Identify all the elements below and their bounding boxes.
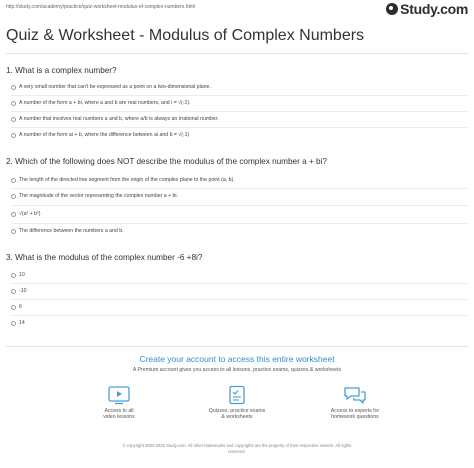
experts-icon xyxy=(343,385,367,405)
page-url: http://study.com/academy/practice/quiz-worksheet-modulus-of-complex-numbers.html xyxy=(6,4,196,10)
radio-button[interactable] xyxy=(11,212,16,217)
radio-button[interactable] xyxy=(11,289,16,294)
feature-line: video lessons xyxy=(103,414,135,421)
answer-option[interactable] xyxy=(11,96,468,110)
answer-option[interactable] xyxy=(11,268,468,282)
option-text: 6 xyxy=(19,304,22,310)
video-icon xyxy=(107,385,131,405)
question-3: 3. What is the modulus of the complex number -6 +8i? xyxy=(6,253,203,262)
feature-line: Quizzes, practice exams xyxy=(208,408,266,414)
feature-line: & worksheets xyxy=(221,414,253,421)
answer-option[interactable] xyxy=(11,80,468,94)
option-divider xyxy=(11,205,468,206)
radio-button[interactable] xyxy=(11,305,16,310)
logo-text: Study.com xyxy=(400,1,468,17)
answer-option[interactable] xyxy=(11,224,468,238)
radio-button[interactable] xyxy=(11,117,16,122)
option-text: 14 xyxy=(19,320,25,326)
question-1: 1. What is a complex number? xyxy=(6,66,117,75)
radio-button[interactable] xyxy=(11,178,16,183)
radio-button[interactable] xyxy=(11,229,16,234)
option-text: The difference between the numbers a and b. xyxy=(19,228,124,234)
premium-description: A Premium account gives you access to all lessons, practice exams, quizzes & worksheets xyxy=(132,367,342,373)
answer-option[interactable] xyxy=(11,300,468,314)
radio-button[interactable] xyxy=(11,85,16,90)
create-account-link[interactable]: Create your account to access this entire worksheet xyxy=(139,354,335,364)
option-text: A number that involves real numbers a and b, where a/b is always an irrational number. xyxy=(19,116,219,122)
quiz-icon xyxy=(225,385,249,405)
answer-option[interactable] xyxy=(11,316,468,330)
footer-line: reserved. xyxy=(228,448,246,454)
option-text: A number of the form ai + b, where the difference between ai and b = √(-1) xyxy=(19,132,190,138)
logo-mark-icon xyxy=(386,3,398,15)
radio-button[interactable] xyxy=(11,321,16,326)
radio-button[interactable] xyxy=(11,133,16,138)
option-text: √(a² + b²) xyxy=(19,211,41,217)
option-text: 10 xyxy=(19,272,25,278)
copyright-footer xyxy=(0,443,474,454)
cta-divider xyxy=(6,346,468,347)
option-text: The length of the directed line segment from the origin of the complex plane to the point (a, b). xyxy=(19,177,235,183)
option-text: -10 xyxy=(19,288,27,294)
feature-video-lessons xyxy=(79,385,159,421)
answer-option[interactable] xyxy=(11,112,468,126)
study-logo[interactable] xyxy=(386,1,468,17)
radio-button[interactable] xyxy=(11,101,16,106)
feature-line: Access to all xyxy=(104,408,134,414)
option-text: The magnitude of the vector representing the complex number a + bi. xyxy=(19,193,179,199)
question-2: 2. Which of the following does NOT describe the modulus of the complex number a + bi? xyxy=(6,157,327,166)
answer-option[interactable] xyxy=(11,128,468,142)
page-title: Quiz & Worksheet - Modulus of Complex Numbers xyxy=(6,27,365,44)
feature-quizzes xyxy=(197,385,277,421)
answer-option[interactable] xyxy=(11,189,468,203)
answer-option[interactable] xyxy=(11,207,468,221)
answer-option[interactable] xyxy=(11,173,468,187)
option-text: A very small number that can't be expressed as a point on a two-dimensional plane. xyxy=(19,84,211,90)
radio-button[interactable] xyxy=(11,273,16,278)
option-text: A number of the form a + bi, where a and b are real numbers, and i = √(-1). xyxy=(19,100,191,106)
feature-experts xyxy=(315,385,395,421)
feature-line: Access to experts for xyxy=(330,408,380,414)
radio-button[interactable] xyxy=(11,194,16,199)
title-divider xyxy=(6,53,468,54)
feature-line: homework questions xyxy=(331,414,379,421)
answer-option[interactable] xyxy=(11,284,468,298)
footer-line: © copyright 2003-2020 Study.com. All other trademarks and copyrights are the property of their respective owners. All rights xyxy=(122,443,352,448)
